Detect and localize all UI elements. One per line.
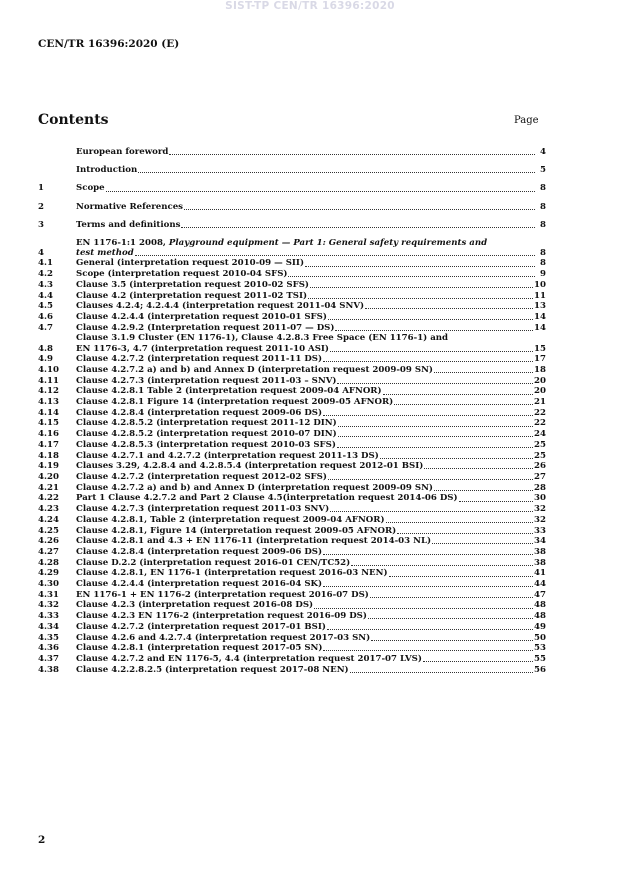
- toc-entry-number: 4.9: [38, 354, 53, 365]
- toc-entry-number: 4.31: [38, 589, 59, 600]
- toc-entry-title: Clause 4.2.7.2 (interpretation request 2012-02 SFS): [76, 471, 327, 482]
- toc-entry[interactable]: [38, 579, 546, 589]
- toc-entry-number: 4.7: [38, 322, 53, 333]
- toc-entry-number: 4.4: [38, 290, 53, 301]
- toc-entry-title: Clause 4.2.4.4 (interpretation request 2010-01 SFS): [76, 311, 327, 322]
- toc-entry[interactable]: [38, 461, 546, 471]
- toc-entry[interactable]: [38, 568, 546, 578]
- toc-entry-title: Terms and definitions: [76, 219, 181, 230]
- toc-entry-title: Clause 4.2.8.5.3 (interpretation request 2010-03 SFS): [76, 439, 336, 450]
- toc-entry-page: 33: [534, 525, 546, 536]
- toc-entry-page: 49: [534, 621, 546, 632]
- toc-entry-page: 34: [534, 536, 546, 547]
- toc-entry[interactable]: [38, 547, 546, 557]
- toc-entry-number: 4.1: [38, 258, 53, 269]
- toc-leader-dots: [351, 565, 533, 566]
- toc-entry-number: 2: [38, 201, 44, 212]
- toc-leader-dots: [181, 227, 535, 228]
- toc-entry-page: 15: [534, 343, 546, 354]
- toc-entry-title: Clause 4.2.8.4 (interpretation request 2009-06 DS): [76, 546, 323, 557]
- toc-leader-dots: [288, 276, 535, 277]
- toc-entry[interactable]: [38, 451, 546, 461]
- toc-leader-dots: [389, 576, 534, 577]
- toc-entry[interactable]: [38, 291, 546, 301]
- toc-entry-number: 4.8: [38, 343, 53, 354]
- toc-entry[interactable]: [38, 165, 546, 175]
- toc-entry-page: 55: [534, 653, 546, 664]
- toc-entry-page: 8: [540, 183, 546, 194]
- toc-entry-title: Clause 3.1.9 Cluster (EN 1176-1), Clause 4.2.8.3 Free Space (EN 1176-1) and: [76, 333, 449, 344]
- toc-entry[interactable]: [38, 472, 546, 482]
- toc-entry[interactable]: [38, 147, 546, 157]
- toc-entry-title-continued: EN 1176-3, 4.7 (interpretation request 2011-10 ASI): [76, 343, 329, 354]
- toc-entry[interactable]: [38, 429, 546, 439]
- toc-entry[interactable]: [38, 202, 546, 212]
- toc-entry[interactable]: [38, 665, 546, 675]
- toc-entry[interactable]: [38, 558, 546, 568]
- toc-entry[interactable]: [38, 418, 546, 428]
- toc-leader-dots: [135, 255, 535, 256]
- toc-leader-dots: [335, 330, 533, 331]
- toc-entry-title: Clause 4.2.4.4 (interpretation request 2016-04 SK): [76, 579, 323, 590]
- toc-entry-title: Clause 4.2.8.5.2 (interpretation request 2010-07 DIN): [76, 429, 337, 440]
- toc-leader-dots: [386, 522, 534, 523]
- toc-entry[interactable]: [38, 333, 546, 353]
- toc-leader-dots: [370, 597, 533, 598]
- toc-entry-number: 4.10: [38, 364, 59, 375]
- toc-entry-page: 4: [540, 147, 546, 157]
- toc-entry[interactable]: [38, 622, 546, 632]
- toc-entry-title: Clause 4.2.8.1, Table 2 (interpretation request 2009-04 AFNOR): [76, 514, 385, 525]
- toc-leader-dots: [424, 468, 533, 469]
- table-of-contents: [38, 147, 546, 675]
- toc-leader-dots: [323, 361, 533, 362]
- toc-entry-title: Clause 4.2.7.2 and EN 1176-5, 4.4 (interpretation request 2017-07 LVS): [76, 653, 422, 664]
- toc-entry-number: 4.17: [38, 439, 59, 450]
- toc-entry-number: 4.11: [38, 375, 59, 386]
- toc-entry[interactable]: [38, 590, 546, 600]
- toc-entry-page: 14: [534, 322, 546, 333]
- toc-entry[interactable]: [38, 526, 546, 536]
- toc-entry-title: Clause 4.2.7.2 (interpretation request 2017-01 BSI): [76, 621, 326, 632]
- toc-entry-title: Clause 4.2.7.2 a) and b) and Annex D (interpretation request 2009-09 SN): [76, 482, 433, 493]
- toc-entry[interactable]: [38, 269, 546, 279]
- toc-entry[interactable]: [38, 397, 546, 407]
- toc-entry-title: Scope: [76, 183, 105, 194]
- toc-entry-title-italic: Playground equipment — Part 1: General safety requirements and: [168, 238, 488, 249]
- toc-leader-dots: [323, 415, 533, 416]
- document-reference: CEN/TR 16396:2020 (E): [38, 38, 180, 50]
- toc-entry-title-prefix: EN 1176-1:1 2008,: [76, 238, 169, 249]
- toc-entry[interactable]: [38, 515, 546, 525]
- toc-leader-dots: [380, 458, 533, 459]
- toc-entry-title: Clause 4.2.8.1 Table 2 (interpretation request 2009-04 AFNOR): [76, 386, 382, 397]
- toc-entry-number: 4.5: [38, 301, 53, 312]
- toc-entry-number: 4.34: [38, 621, 59, 632]
- toc-entry-page: 14: [534, 311, 546, 322]
- toc-entry-number: 4.13: [38, 397, 59, 408]
- toc-entry-number: 4.18: [38, 450, 59, 461]
- toc-leader-dots: [310, 287, 533, 288]
- toc-entry[interactable]: [38, 386, 546, 396]
- toc-leader-dots: [330, 511, 533, 512]
- toc-entry-number: 4: [38, 248, 44, 259]
- toc-entry-title: Clause D.2.2 (interpretation request 2016-01 CEN/TC52): [76, 557, 351, 568]
- toc-entry-page: 8: [540, 258, 546, 269]
- toc-entry[interactable]: [38, 504, 546, 514]
- toc-entry[interactable]: [38, 312, 546, 322]
- toc-entry-page: 56: [534, 664, 546, 675]
- toc-entry-title: Clause 4.2.8.5.2 (interpretation request 2011-12 DIN): [76, 418, 337, 429]
- toc-leader-dots: [423, 661, 533, 662]
- toc-entry-page: 17: [534, 354, 546, 365]
- toc-leader-dots: [432, 543, 533, 544]
- toc-entry[interactable]: [38, 376, 546, 386]
- toc-leader-dots: [338, 426, 533, 427]
- toc-entry-title: Part 1 Clause 4.2.7.2 and Part 2 Clause 4.5(interpretation request 2014-06 DS): [76, 493, 458, 504]
- toc-entry-number: 4.14: [38, 407, 59, 418]
- toc-entry-page: 25: [534, 439, 546, 450]
- toc-entry-number: 4.12: [38, 386, 59, 397]
- toc-entry-title: [76, 238, 487, 248]
- toc-entry[interactable]: [38, 654, 546, 664]
- toc-leader-dots: [337, 447, 533, 448]
- toc-entry-number: 3: [38, 219, 44, 230]
- toc-entry-title: Clause 4.2.3 (interpretation request 2016-08 DS): [76, 600, 314, 611]
- toc-entry-page: 30: [534, 493, 546, 504]
- toc-entry-page: 28: [534, 482, 546, 493]
- toc-leader-dots: [323, 554, 533, 555]
- toc-entry-page: 53: [534, 643, 546, 654]
- toc-entry-title: Clauses 4.2.4; 4.2.4.4 (interpretation request 2011-04 SNV): [76, 301, 365, 312]
- toc-leader-dots: [383, 394, 534, 395]
- toc-entry-page: 27: [534, 471, 546, 482]
- toc-entry-title: Clause 4.2.8.1 and 4.3 + EN 1176-11 (interpretation request 2014-03 NL): [76, 536, 432, 547]
- toc-entry-title: Clause 4.2 (interpretation request 2011-02 TSI): [76, 290, 308, 301]
- toc-entry-number: 4.22: [38, 493, 59, 504]
- toc-entry[interactable]: [38, 483, 546, 493]
- toc-entry-number: 4.6: [38, 311, 53, 322]
- toc-entry-page: 48: [534, 600, 546, 611]
- toc-entry-page: 22: [534, 418, 546, 429]
- toc-entry-title: Clauses 3.29, 4.2.8.4 and 4.2.8.5.4 (interpretation request 2012-01 BSI): [76, 461, 424, 472]
- toc-entry-page: 26: [534, 461, 546, 472]
- toc-entry-title: Clause 4.2.7.1 and 4.2.7.2 (interpretation request 2011-13 DS): [76, 450, 379, 461]
- toc-entry-number: 4.20: [38, 471, 59, 482]
- toc-entry-title-continued: test method: [76, 248, 134, 259]
- toc-entry-title: Clause 4.2.7.3 (interpretation request 2011-03 SNV): [76, 504, 330, 515]
- toc-entry-page: 8: [540, 248, 546, 259]
- toc-entry-number: 4.16: [38, 429, 59, 440]
- toc-entry-page: 13: [534, 301, 546, 312]
- toc-entry[interactable]: [38, 440, 546, 450]
- toc-leader-dots: [459, 501, 533, 502]
- toc-leader-dots: [350, 672, 533, 673]
- toc-leader-dots: [184, 209, 535, 210]
- toc-entry[interactable]: [38, 408, 546, 418]
- toc-entry[interactable]: [38, 238, 546, 258]
- page-title: Contents: [38, 112, 109, 128]
- toc-entry[interactable]: [38, 323, 546, 333]
- toc-entry-title: Normative References: [76, 201, 184, 212]
- toc-entry-number: 4.35: [38, 632, 59, 643]
- toc-entry-page: 8: [540, 219, 546, 230]
- toc-entry[interactable]: [38, 280, 546, 290]
- toc-leader-dots: [365, 308, 533, 309]
- toc-entry-number: 4.3: [38, 279, 53, 290]
- toc-leader-dots: [314, 608, 533, 609]
- toc-leader-dots: [371, 640, 533, 641]
- toc-entry[interactable]: [38, 258, 546, 268]
- toc-entry-number: 4.38: [38, 664, 59, 675]
- toc-entry[interactable]: [38, 536, 546, 546]
- toc-entry-page: 10: [534, 279, 546, 290]
- toc-entry-page: 38: [534, 557, 546, 568]
- toc-entry-number: 4.28: [38, 557, 59, 568]
- toc-entry[interactable]: [38, 301, 546, 311]
- toc-leader-dots: [327, 629, 533, 630]
- toc-leader-dots: [328, 479, 533, 480]
- toc-entry[interactable]: [38, 600, 546, 610]
- toc-entry-page: 48: [534, 611, 546, 622]
- toc-entry-title: Scope (interpretation request 2010-04 SFS): [76, 269, 288, 280]
- toc-entry-title: Clause 3.5 (interpretation request 2010-02 SFS): [76, 279, 309, 290]
- toc-entry-number: 4.24: [38, 514, 59, 525]
- toc-entry[interactable]: [38, 354, 546, 364]
- toc-entry-page: 25: [534, 450, 546, 461]
- toc-entry-number: 4.21: [38, 482, 59, 493]
- toc-leader-dots: [323, 650, 533, 651]
- toc-entry-page: 38: [534, 546, 546, 557]
- toc-entry-title: Clause 4.2.8.4 (interpretation request 2009-06 DS): [76, 407, 323, 418]
- toc-entry-number: 4.15: [38, 418, 59, 429]
- toc-leader-dots: [394, 404, 533, 405]
- toc-leader-dots: [308, 298, 533, 299]
- toc-entry-page: 44: [534, 579, 546, 590]
- toc-leader-dots: [338, 436, 533, 437]
- toc-entry-page: 41: [534, 568, 546, 579]
- toc-leader-dots: [434, 490, 533, 491]
- toc-entry-number: 4.32: [38, 600, 59, 611]
- toc-leader-dots: [106, 191, 535, 192]
- toc-entry-number: 4.37: [38, 653, 59, 664]
- toc-leader-dots: [330, 351, 533, 352]
- toc-entry-page: 32: [534, 514, 546, 525]
- toc-entry[interactable]: [38, 493, 546, 503]
- toc-entry-number: 4.23: [38, 504, 59, 515]
- toc-entry-title: General (interpretation request 2010-09 — SII): [76, 258, 305, 269]
- toc-leader-dots: [337, 383, 533, 384]
- toc-leader-dots: [138, 172, 535, 173]
- toc-leader-dots: [169, 154, 535, 155]
- toc-entry-number: 4.29: [38, 568, 59, 579]
- toc-entry-number: 4.19: [38, 461, 59, 472]
- toc-entry-page: 11: [534, 290, 546, 301]
- toc-entry-page: 24: [534, 429, 546, 440]
- toc-entry-page: 5: [540, 165, 546, 176]
- toc-entry[interactable]: [38, 633, 546, 643]
- toc-entry-page: 50: [534, 632, 546, 643]
- toc-entry-number: 4.26: [38, 536, 59, 547]
- toc-entry-page: 18: [534, 364, 546, 375]
- toc-entry-number: 1: [38, 183, 44, 194]
- toc-entry-title: Clause 4.2.8.1 Figure 14 (interpretation request 2009-05 AFNOR): [76, 397, 394, 408]
- toc-entry[interactable]: [38, 643, 546, 653]
- toc-entry-page: 20: [534, 386, 546, 397]
- toc-entry-number: 4.2: [38, 269, 53, 280]
- toc-entry-title: European foreword: [76, 147, 169, 157]
- toc-entry-title: Clause 4.2.7.3 (interpretation request 2011-03 – SNV): [76, 375, 337, 386]
- toc-entry-title: Clause 4.2.7.2 a) and b) and Annex D (interpretation request 2009-09 SN): [76, 364, 433, 375]
- toc-entry-title: EN 1176-1 + EN 1176-2 (interpretation request 2016-07 DS): [76, 589, 369, 600]
- toc-leader-dots: [323, 586, 533, 587]
- toc-leader-dots: [397, 533, 533, 534]
- toc-entry-page: 32: [534, 504, 546, 515]
- toc-entry-number: 4.33: [38, 611, 59, 622]
- toc-entry-page: 22: [534, 407, 546, 418]
- toc-entry[interactable]: [38, 611, 546, 621]
- toc-entry-page: 9: [540, 269, 546, 280]
- toc-entry-title: Clause 4.2.8.1 (interpretation request 2017-05 SN): [76, 643, 323, 654]
- toc-entry-page: 8: [540, 201, 546, 212]
- toc-entry-page: 20: [534, 375, 546, 386]
- watermark: SIST-TP CEN/TR 16396:2020: [225, 0, 395, 12]
- toc-entry-title: Clause 4.2.2.8.2.5 (interpretation request 2017-08 NEN): [76, 664, 349, 675]
- toc-leader-dots: [305, 266, 535, 267]
- toc-entry[interactable]: [38, 220, 546, 230]
- toc-leader-dots: [328, 319, 533, 320]
- toc-entry-number: 4.30: [38, 579, 59, 590]
- toc-entry[interactable]: [38, 365, 546, 375]
- toc-entry-number: 4.25: [38, 525, 59, 536]
- toc-entry-title: Clause 4.2.3 EN 1176-2 (interpretation request 2016-09 DS): [76, 611, 367, 622]
- page-column-label: Page: [514, 115, 539, 126]
- toc-entry-number: 4.36: [38, 643, 59, 654]
- toc-entry-title: Clause 4.2.6 and 4.2.7.4 (interpretation request 2017-03 SN): [76, 632, 371, 643]
- toc-entry-page: 21: [534, 397, 546, 408]
- toc-leader-dots: [434, 372, 533, 373]
- page-number: 2: [38, 834, 46, 846]
- toc-entry-title: Clause 4.2.8.1, Figure 14 (interpretation request 2009-05 AFNOR): [76, 525, 397, 536]
- toc-entry[interactable]: [38, 183, 546, 193]
- toc-entry-title: Introduction: [76, 165, 138, 176]
- toc-entry-title: Clause 4.2.9.2 (Interpretation request 2011-07 — DS): [76, 322, 335, 333]
- toc-entry-number: 4.27: [38, 546, 59, 557]
- toc-entry-title: Clause 4.2.8.1, EN 1176-1 (interpretation request 2016-03 NEN): [76, 568, 388, 579]
- toc-leader-dots: [368, 618, 533, 619]
- toc-entry-page: 47: [534, 589, 546, 600]
- toc-entry-title: Clause 4.2.7.2 (interpretation request 2011-11 DS): [76, 354, 323, 365]
